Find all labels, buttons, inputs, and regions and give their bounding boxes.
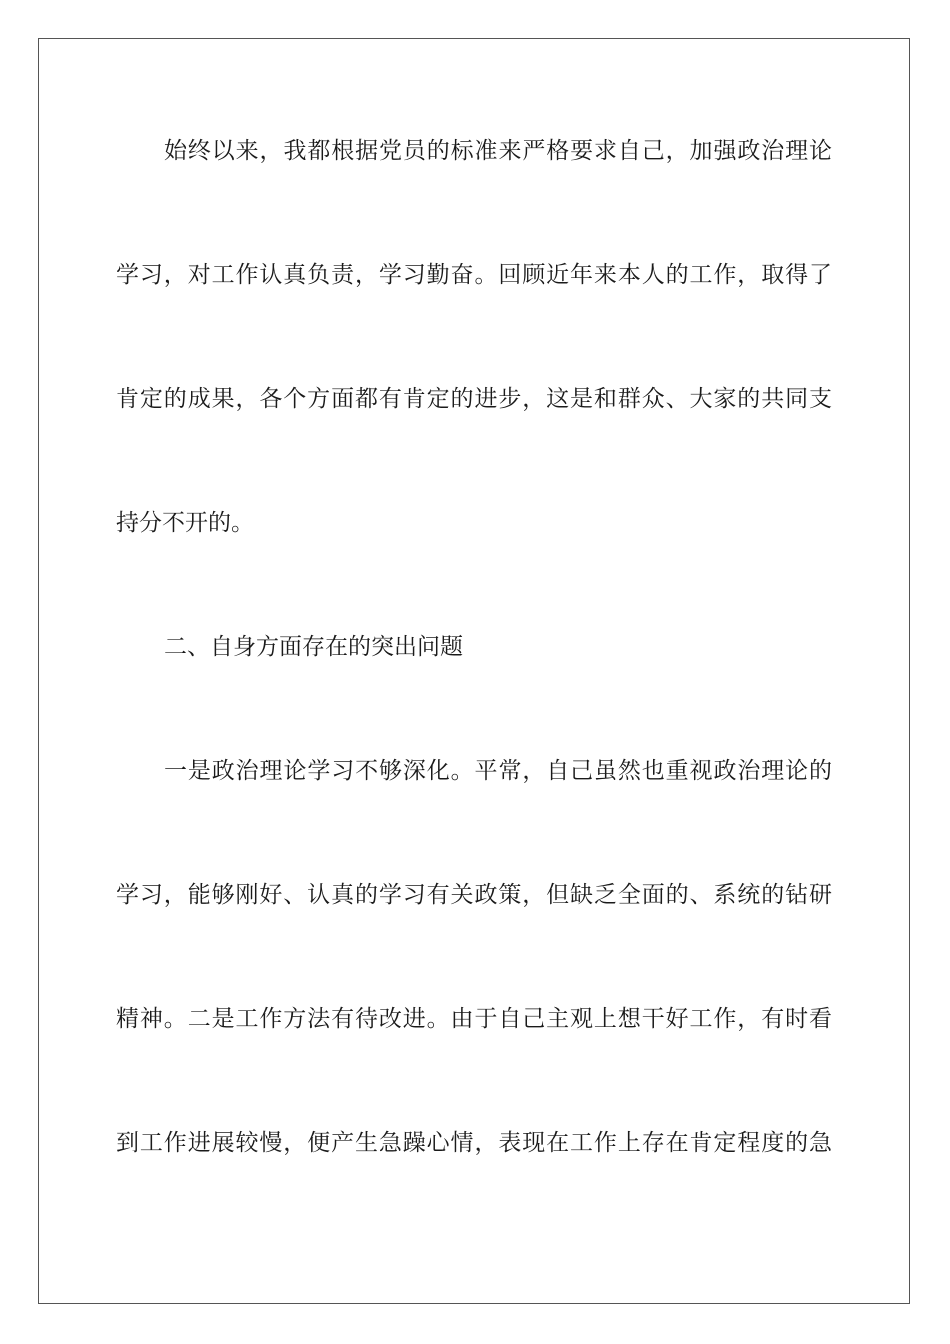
paragraph-2-line-1: 一是政治理论学习不够深化。平常，自己虽然也重视政治理论的 xyxy=(164,758,832,784)
page-border xyxy=(38,38,910,1304)
paragraph-2-line-3: 精神。二是工作方法有待改进。由于自己主观上想干好工作，有时看 xyxy=(116,1006,832,1032)
paragraph-2-line-2: 学习，能够刚好、认真的学习有关政策，但缺乏全面的、系统的钻研 xyxy=(116,882,832,908)
paragraph-2-line-4: 到工作进展较慢，便产生急躁心情，表现在工作上存在肯定程度的急 xyxy=(116,1130,832,1156)
paragraph-1-line-3: 肯定的成果，各个方面都有肯定的进步，这是和群众、大家的共同支 xyxy=(116,386,832,412)
paragraph-1-line-4: 持分不开的。 xyxy=(116,510,254,536)
section-heading: 二、自身方面存在的突出问题 xyxy=(164,634,463,660)
paragraph-1-line-1: 始终以来，我都根据党员的标准来严格要求自己，加强政治理论 xyxy=(164,138,832,164)
paragraph-1-line-2: 学习，对工作认真负责，学习勤奋。回顾近年来本人的工作，取得了 xyxy=(116,262,832,288)
